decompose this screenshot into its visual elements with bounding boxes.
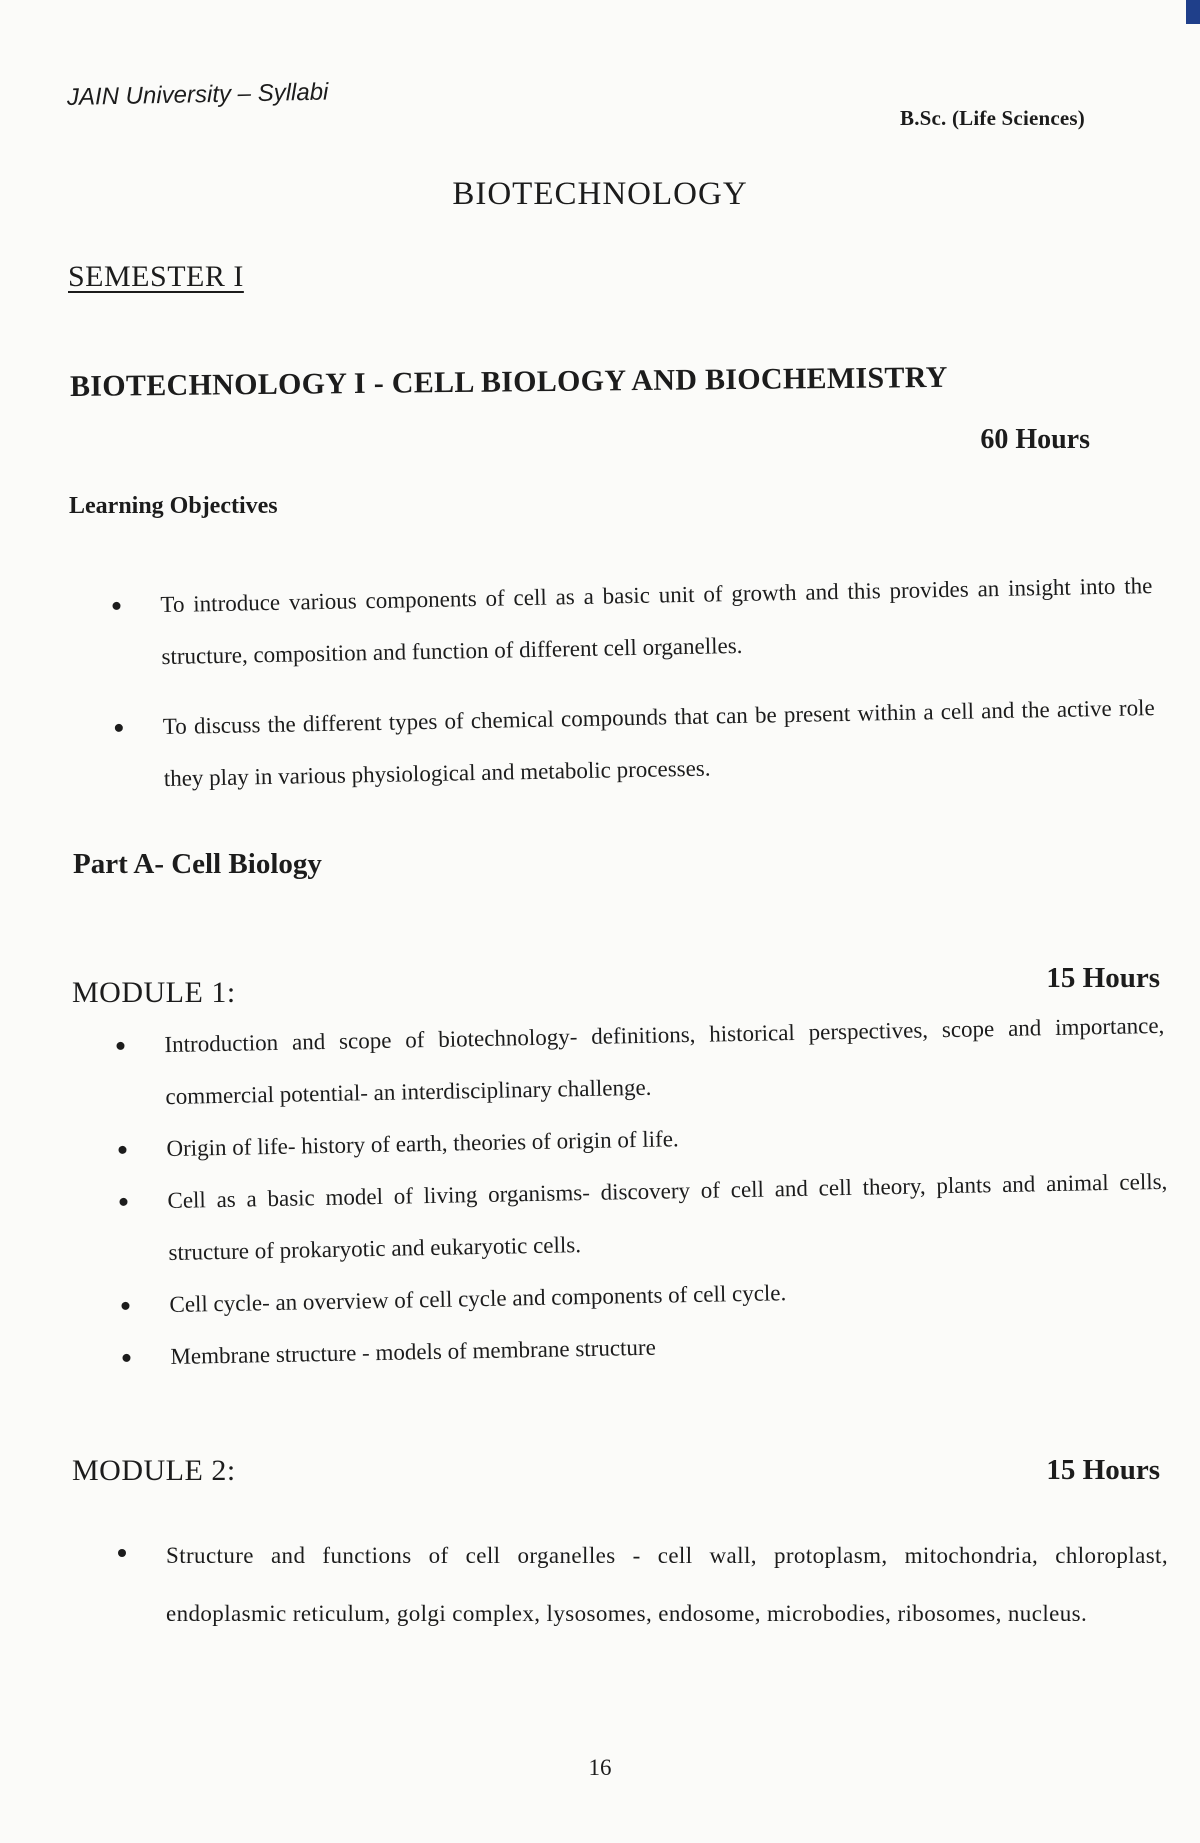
list-item-text: Structure and functions of cell organelles - cell wall, protoplasm, mitochondria, chloroplast, endoplasmic reticulum, golgi complex, lysosomes, endosome, microbodies, ribosomes, nucleus. bbox=[166, 1543, 1168, 1626]
page-number: 16 bbox=[588, 1755, 612, 1780]
part-a-heading: Part A- Cell Biology bbox=[73, 848, 322, 880]
list-item-text: Membrane structure - models of membrane structure bbox=[170, 1334, 657, 1370]
module-2-hours: 15 Hours bbox=[1046, 1454, 1160, 1486]
header-university: JAIN University – Syllabi bbox=[66, 78, 329, 111]
header-program: B.Sc. (Life Sciences) bbox=[900, 106, 1085, 130]
module-1-hours: 15 Hours bbox=[1046, 962, 1160, 994]
module-1-heading: MODULE 1: bbox=[72, 976, 236, 1009]
course-title: BIOTECHNOLOGY I - CELL BIOLOGY AND BIOCHEMISTRY bbox=[69, 360, 948, 403]
bullet-icon bbox=[112, 602, 120, 610]
bullet-icon bbox=[122, 1354, 130, 1362]
bullet-icon bbox=[119, 1198, 127, 1206]
list-item bbox=[112, 560, 1154, 684]
bullet-icon bbox=[115, 724, 123, 732]
learning-objectives-heading: Learning Objectives bbox=[69, 493, 278, 519]
learning-objectives-list bbox=[112, 560, 1156, 824]
document-title: BIOTECHNOLOGY bbox=[452, 176, 748, 212]
list-item bbox=[119, 1156, 1169, 1280]
list-item-text: To introduce various components of cell as a basic unit of growth and this provides an insight into the structure, composition and function of different cell organelles. bbox=[160, 573, 1153, 670]
bullet-icon bbox=[118, 1146, 126, 1154]
list-item bbox=[116, 1000, 1166, 1124]
list-item-text: Introduction and scope of biotechnology- definitions, historical perspectives, scope and importance, commercial potential- an interdisciplinary challenge. bbox=[164, 1012, 1165, 1110]
bullet-icon bbox=[121, 1302, 129, 1310]
course-hours: 60 Hours bbox=[980, 424, 1090, 455]
list-item-text: Cell cycle- an overview of cell cycle and components of cell cycle. bbox=[169, 1280, 787, 1318]
scan-corner-mark bbox=[1186, 0, 1200, 24]
module-1-list bbox=[116, 1000, 1171, 1384]
module-2-heading: MODULE 2: bbox=[72, 1454, 236, 1487]
list-item bbox=[114, 682, 1156, 806]
bullet-icon bbox=[118, 1549, 126, 1557]
bullet-icon bbox=[116, 1042, 124, 1050]
list-item bbox=[118, 1527, 1168, 1643]
list-item-text: To discuss the different types of chemical compounds that can be present within a cell and the active role they play in various physiological and metabolic processes. bbox=[162, 695, 1155, 792]
module-2-list bbox=[118, 1527, 1168, 1643]
semester-heading: SEMESTER I bbox=[68, 260, 244, 293]
list-item-text: Cell as a basic model of living organisms- discovery of cell and cell theory, plants and animal cells, structure of prokaryotic and eukaryotic cells. bbox=[167, 1168, 1168, 1266]
list-item-text: Origin of life- history of earth, theories of origin of life. bbox=[166, 1126, 679, 1162]
